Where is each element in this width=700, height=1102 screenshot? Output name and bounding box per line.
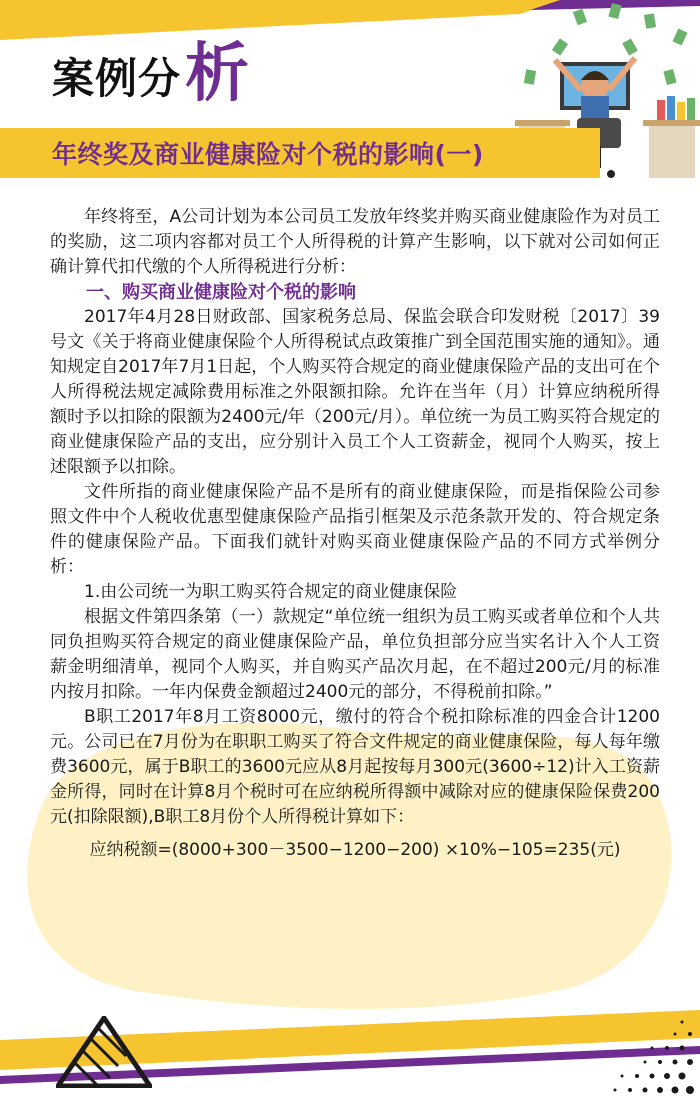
triangle-emblem [56, 1016, 152, 1088]
subtitle: 年终奖及商业健康险对个税的影响(一) [52, 140, 484, 169]
tax-formula: 应纳税额=(8000+300－3500−1200−200) ×10%−105=235(元) [89, 840, 621, 860]
example-paragraph: B职工2017年8月工资8000元，缴付的符合个税扣除标准的四金合计1200元。公司已在7月份为在职职工购买了符合文件规定的商业健康保险，每人每年缴费3600元，属于B职工的3600元应从8月起按每月300元(3600÷12)计入工资薪金所得，同时在计算8月个税时可在应纳税所得额中减除对应的健康保险保费200元(扣除限额),B职工8月份个人所得税计算如下： [50, 707, 660, 827]
rule-paragraph: 根据文件第四条第（一）款规定“单位统一组织为员工购买或者单位和个人共同负担购买符合规定的商业健康保险产品，单位负担部分应当实名计入个人工资薪金明细清单，视同个人购买，并自购买产品次月起，在不超过200元/月的标准内按月扣除。一年内保费金额超过2400元的部分，不得税前扣除。” [50, 607, 660, 702]
policy-paragraph: 2017年4月28日财政部、国家税务总局、保监会联合印发财税〔2017〕39号文《关于将商业健康保险个人所得税试点政策推广到全国范围实施的通知》。通知规定自2017年7月1日起，个人购买符合规定的商业健康保险产品的支出可在个人所得税法规定减除费用标准之外限额扣除。允许在当年（月）计算应纳税所得额时予以扣除的限额为2400元/年（200元/月）。单位统一为员工购买符合规定的商业健康保险产品的支出，应分别计入员工个人工资薪金，视同个人购买，按上述限额予以扣除。 [50, 307, 660, 477]
article-body [50, 205, 660, 863]
title-accent: 析 [185, 37, 250, 111]
intro-paragraph: 年终将至，A公司计划为本公司员工发放年终奖并购买商业健康险作为对员工的奖励，这二项内容都对员工个人所得税的计算产生影响，以下就对公司如何正确计算代扣代缴的个人所得税进行分析： [50, 207, 660, 277]
section-heading: 一、购买商业健康险对个税的影响 [86, 282, 356, 303]
page-title [52, 37, 250, 111]
case-heading: 1.由公司统一为职工购买符合规定的商业健康保险 [84, 582, 458, 602]
title-prefix: 案例分 [52, 54, 182, 103]
definition-paragraph: 文件所指的商业健康保险产品不是所有的商业健康保险，而是指保险公司参照文件中个人税收优惠型健康保险产品指引框架及示范条款开发的、符合规定条件的健康保险产品。下面我们就针对购买商业健康保险产品的不同方式举例分析： [50, 482, 660, 577]
halftone-dots [520, 1010, 700, 1102]
